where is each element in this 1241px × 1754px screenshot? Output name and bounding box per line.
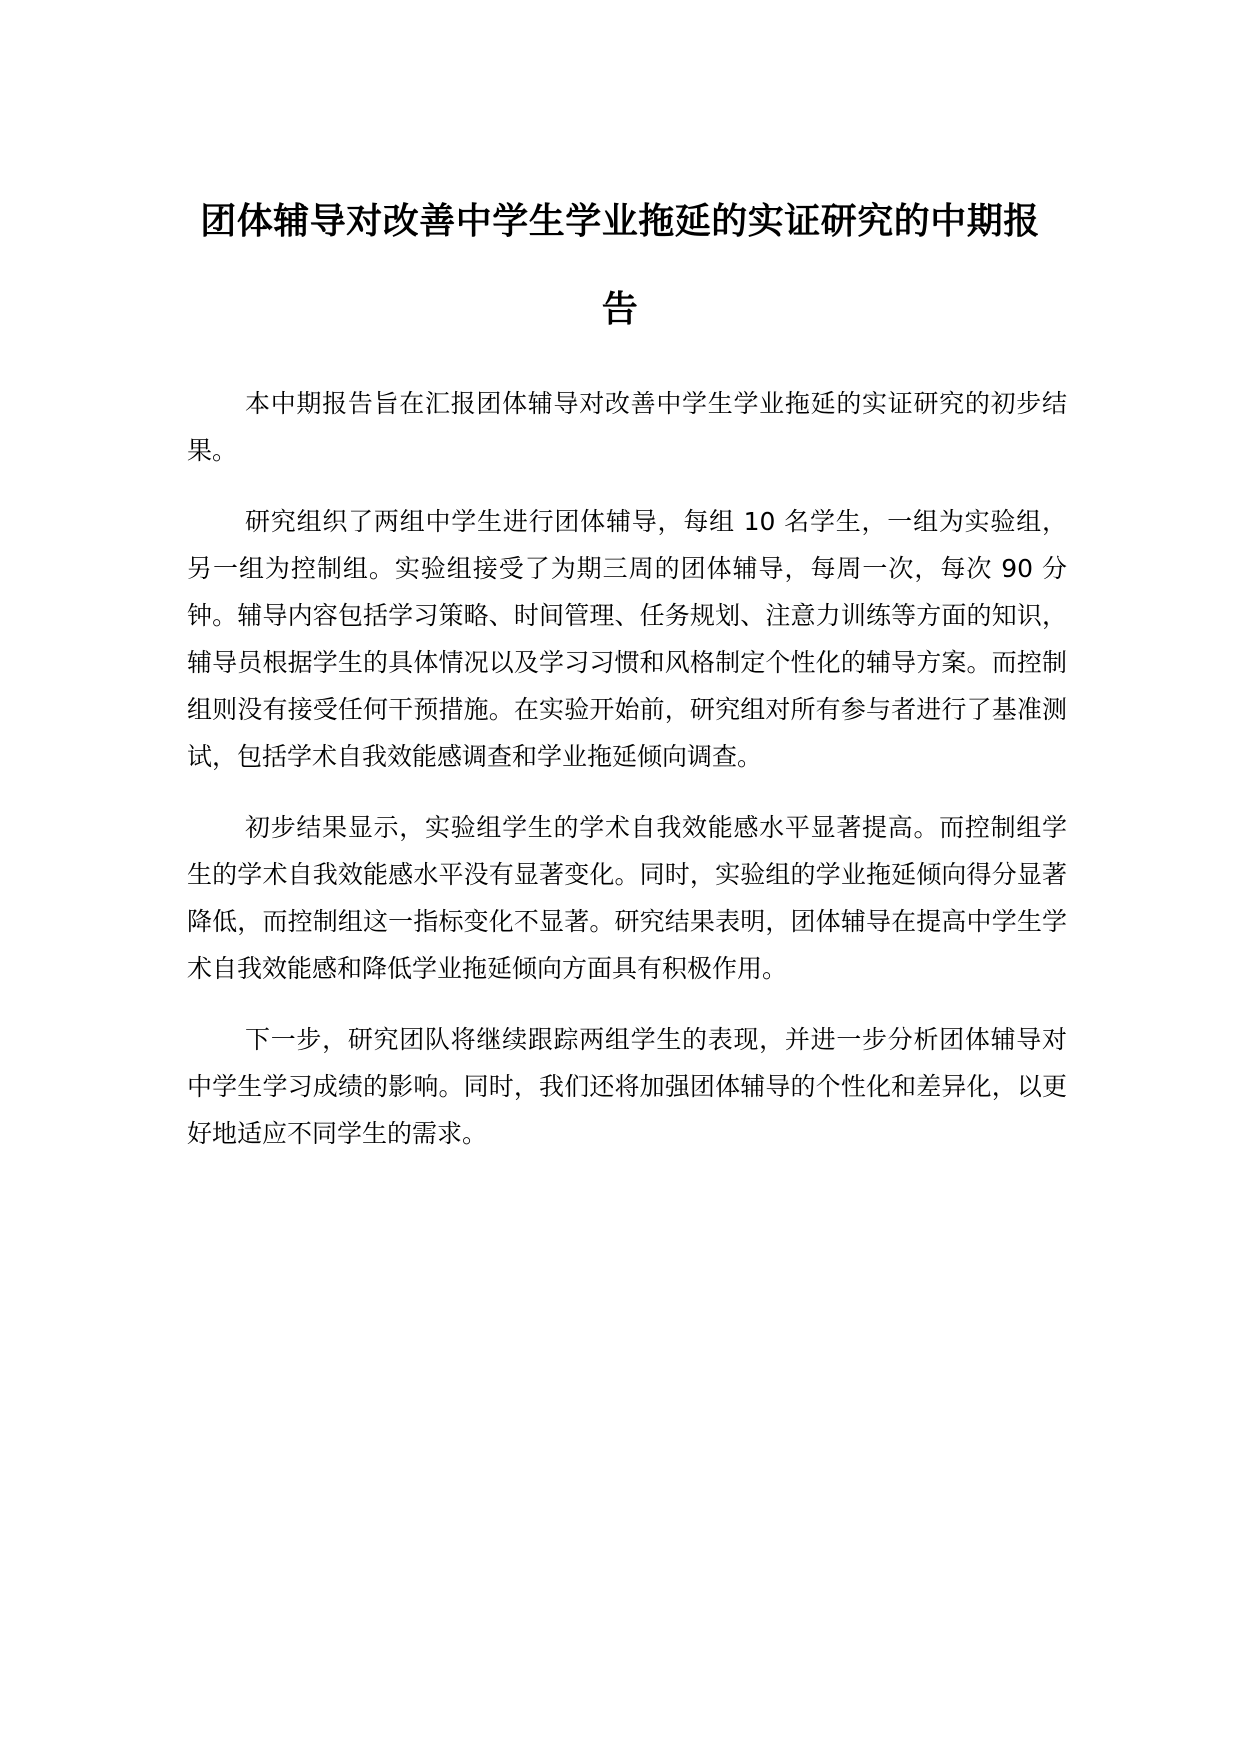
paragraph-intro: 本中期报告旨在汇报团体辅导对改善中学生学业拖延的实证研究的初步结果。 [187, 389, 1067, 465]
document-title: 团体辅导对改善中学生学业拖延的实证研究的中期报告 [200, 201, 1040, 330]
document-body [187, 380, 1067, 1181]
paragraph-results: 初步结果显示，实验组学生的学术自我效能感水平显著提高。而控制组学生的学术自我效能感水平没有显著变化。同时，实验组的学业拖延倾向得分显著降低，而控制组这一指标变化不显著。研究结果表明，团体辅导在提高中学生学术自我效能感和降低学业拖延倾向方面具有积极作用。 [187, 813, 1067, 983]
paragraph-next-steps: 下一步，研究团队将继续跟踪两组学生的表现，并进一步分析团体辅导对中学生学习成绩的影响。同时，我们还将加强团体辅导的个性化和差异化，以更好地适应不同学生的需求。 [187, 1025, 1067, 1148]
paragraph-method: 研究组织了两组中学生进行团体辅导，每组 10 名学生，一组为实验组，另一组为控制组。实验组接受了为期三周的团体辅导，每周一次，每次 90 分钟。辅导内容包括学习策略、时间管理、任务规划、注意力训练等方面的知识，辅导员根据学生的具体情况以及学习习惯和风格制定个性化的辅导方案。而控制组则没有接受任何干预措施。在实验开始前，研究组对所有参与者进行了基准测试，包括学术自我效能感调查和学业拖延倾向调查。 [187, 507, 1067, 771]
